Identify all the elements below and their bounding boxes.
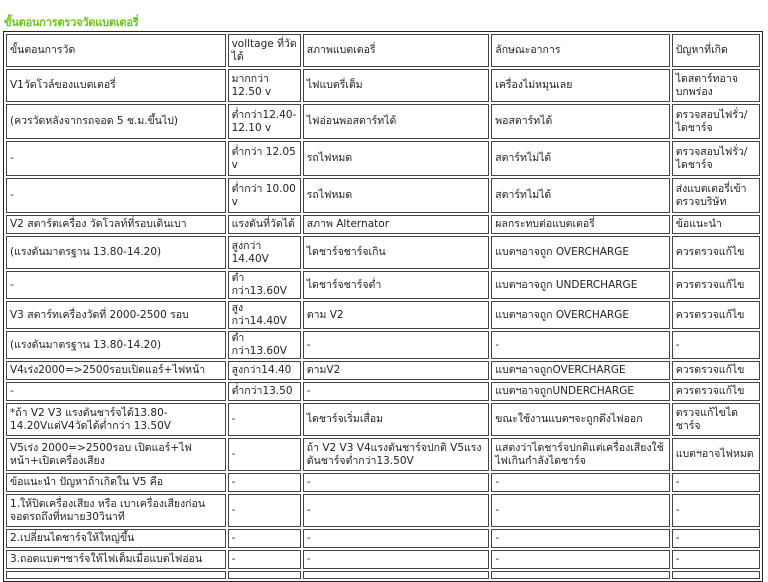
table-row: [6, 236, 760, 269]
table-cell: -: [303, 382, 490, 401]
table-row: [6, 361, 760, 380]
table-cell: -: [6, 271, 226, 299]
table-cell: 1.ให้ปิดเครื่องเสียง หรือ เบาเครื่องเสียงก่อนจอดรถถึงที่หมาย30วินาที: [6, 494, 226, 527]
table-cell: แบตฯอาจไฟหมด: [672, 438, 760, 471]
table-row: [6, 550, 760, 569]
table-cell: รถไฟหมด: [303, 141, 490, 176]
table-cell: สูงกว่า14.40V: [228, 301, 301, 329]
table-cell: -: [303, 550, 490, 569]
table-row: [6, 529, 760, 548]
table-cell: *ถ้า V2 V3 แรงดันชาร์จได้13.80-14.20Vแต่V4วัดได้ต่ำกว่า 13.50V: [6, 403, 226, 436]
page-title: ขั้นตอนการตรวจวัดแบตเตอรี่: [4, 16, 139, 29]
header-cell-voltage: volltage ที่วัดได้: [228, 34, 301, 67]
table-cell: มากกว่า 12.50 v: [228, 69, 301, 102]
table-cell: (แรงดันมาตรฐาน 13.80-14.20): [6, 236, 226, 269]
table-row: [6, 403, 760, 436]
table-cell: ไดสตาร์ทอาจบกพร่อง: [672, 69, 760, 102]
table-cell: แบตฯอาจถูก UNDERCHARGE: [491, 271, 669, 299]
table-cell: แสดงว่าไดชาร์จปกติแต่เครื่องเสียงใช้ไฟเกินกำลังไดชาร์จ: [491, 438, 669, 471]
table-cell: ควรตรวจแก้ไข: [672, 236, 760, 269]
table-cell: (แรงดันมาตรฐาน 13.80-14.20): [6, 331, 226, 359]
table-cell: -: [672, 473, 760, 492]
table-cell: ไฟแบตรี่เต็ม: [303, 69, 490, 102]
table-cell: ขณะใช้งานแบตฯจะถูกดึงไฟออก: [491, 403, 669, 436]
table-cell: -: [228, 494, 301, 527]
table-cell: -: [672, 331, 760, 359]
battery-inspection-table: [3, 31, 763, 582]
table-cell: ผลกระทบต่อแบตเตอรี่: [491, 215, 669, 234]
table-cell: V2 สตาร์ตเครื่อง วัดโวลท์ที่รอบเดินเบา: [6, 215, 226, 234]
table-cell: ควรตรวจแก้ไข: [672, 301, 760, 329]
table-row: [6, 271, 760, 299]
table-cell: -: [6, 382, 226, 401]
table-cell: สูงกว่า 14.40V: [228, 236, 301, 269]
table-cell: ไดชาร์จเริ่มเสื่อม: [303, 403, 490, 436]
table-cell: ควรตรวจแก้ไข: [672, 361, 760, 380]
table-cell: ต่ำกว่า 12.05 v: [228, 141, 301, 176]
table-cell: แบตฯอาจถูกUNDERCHARGE: [491, 382, 669, 401]
table-cell: สตาร์ทไม่ได้: [491, 178, 669, 213]
table-cell: V5เร่ง 2000=>2500รอบ เปิดแอร์+ไฟหน้า+เปิดเครื่องเสียง: [6, 438, 226, 471]
table-cell: -: [6, 178, 226, 213]
table-row: [6, 301, 760, 329]
table-cell: ตามV2: [303, 361, 490, 380]
table-row: [6, 494, 760, 527]
table-cell: แบตฯอาจถูก OVERCHARGE: [491, 236, 669, 269]
table-cell: ต่ำกว่า13.60V: [228, 271, 301, 299]
table-cell: [491, 571, 669, 579]
header-cell-symptom: ลักษณะอาการ: [491, 34, 669, 67]
table-cell: -: [672, 529, 760, 548]
table-row: [6, 215, 760, 234]
table-cell: เครื่องไม่หมุนเลย: [491, 69, 669, 102]
table-cell: -: [303, 473, 490, 492]
table-body: [6, 69, 760, 579]
header-cell-battery-condition: สภาพแบตเตอรี่: [303, 34, 490, 67]
table-cell: V3 สตาร์ทเครื่องวัดที่ 2000-2500 รอบ: [6, 301, 226, 329]
table-cell: แบตฯอาจถูกOVERCHARGE: [491, 361, 669, 380]
table-cell: -: [228, 529, 301, 548]
table-cell: ตาม V2: [303, 301, 490, 329]
table-row: [6, 331, 760, 359]
table-cell: -: [303, 331, 490, 359]
table-header-row: [6, 34, 760, 67]
table-cell: -: [491, 331, 669, 359]
table-row: [6, 69, 760, 102]
table-cell: ส่งแบตเตอรี่เข้าตรวจบริษัท: [672, 178, 760, 213]
table-cell: ไฟอ่อนพอสตาร์ทได้: [303, 104, 490, 139]
table-cell: ควรตรวจแก้ไข: [672, 271, 760, 299]
table-cell: (ควรวัดหลังจากรถจอด 5 ช.ม.ขึ้นไป): [6, 104, 226, 139]
header-cell-problem: ปัญหาที่เกิด: [672, 34, 760, 67]
table-row: [6, 473, 760, 492]
table-cell: ตรวจสอบไฟรั่ว/ไดชาร์จ: [672, 104, 760, 139]
table-cell: ต่ำกว่า13.60V: [228, 331, 301, 359]
table-cell: พอสตาร์ทได้: [491, 104, 669, 139]
table-cell: ต่ำกว่า 10.00 v: [228, 178, 301, 213]
table-cell: ข้อแนะนำ ปัญหาถ้าเกิดใน V5 คือ: [6, 473, 226, 492]
table-row: [6, 571, 760, 579]
table-row: [6, 438, 760, 471]
table-cell: [672, 571, 760, 579]
table-cell: ข้อแนะนำ: [672, 215, 760, 234]
table-cell: -: [491, 529, 669, 548]
table-cell: ควรตรวจแก้ไข: [672, 382, 760, 401]
table-cell: สตาร์ทไม่ได้: [491, 141, 669, 176]
table-cell: รถไฟหมด: [303, 178, 490, 213]
table-cell: ไดชาร์จชาร์จเกิน: [303, 236, 490, 269]
table-cell: -: [672, 550, 760, 569]
table-cell: -: [672, 494, 760, 527]
table-row: [6, 104, 760, 139]
table-cell: 2.เปลี่ยนไดชาร์จให้ใหญ่ขึ้น: [6, 529, 226, 548]
table-cell: [228, 571, 301, 579]
table-cell: [303, 571, 490, 579]
table-cell: ต่ำกว่า13.50: [228, 382, 301, 401]
table-cell: 3.ถอดแบตฯชาร์จให้ไฟเต็มเมื่อแบตไฟอ่อน: [6, 550, 226, 569]
table-cell: V1วัดโวล์ของแบตเตอรี่: [6, 69, 226, 102]
table-cell: สูงกว่า14.40: [228, 361, 301, 380]
table-cell: ถ้า V2 V3 V4แรงดันชาร์จปกติ V5แรงดันชาร์จต่ำกว่า13.50V: [303, 438, 490, 471]
table-row: [6, 141, 760, 176]
table-cell: -: [228, 550, 301, 569]
table-cell: -: [491, 473, 669, 492]
table-row: [6, 178, 760, 213]
table-cell: -: [491, 550, 669, 569]
table-cell: -: [6, 141, 226, 176]
table-cell: -: [491, 494, 669, 527]
table-cell: ต่ำกว่า12.40-12.10 v: [228, 104, 301, 139]
header-cell-step: ขั้นตอนการวัด: [6, 34, 226, 67]
table-cell: ตรวจแก้ไขไดชาร์จ: [672, 403, 760, 436]
table-cell: ไดชาร์จชาร์จต่ำ: [303, 271, 490, 299]
table-cell: -: [228, 403, 301, 436]
table-cell: V4เร่ง2000=>2500รอบเปิดแอร์+ไฟหน้า: [6, 361, 226, 380]
table-cell: แรงดันที่วัดได้: [228, 215, 301, 234]
table-cell: [6, 571, 226, 579]
table-cell: แบตฯอาจถูก OVERCHARGE: [491, 301, 669, 329]
table-cell: สภาพ Alternator: [303, 215, 490, 234]
table-cell: -: [228, 473, 301, 492]
table-cell: -: [303, 529, 490, 548]
table-cell: -: [228, 438, 301, 471]
table-cell: ตรวจสอบไฟรั่ว/ไดชาร์จ: [672, 141, 760, 176]
table-cell: -: [303, 494, 490, 527]
table-row: [6, 382, 760, 401]
